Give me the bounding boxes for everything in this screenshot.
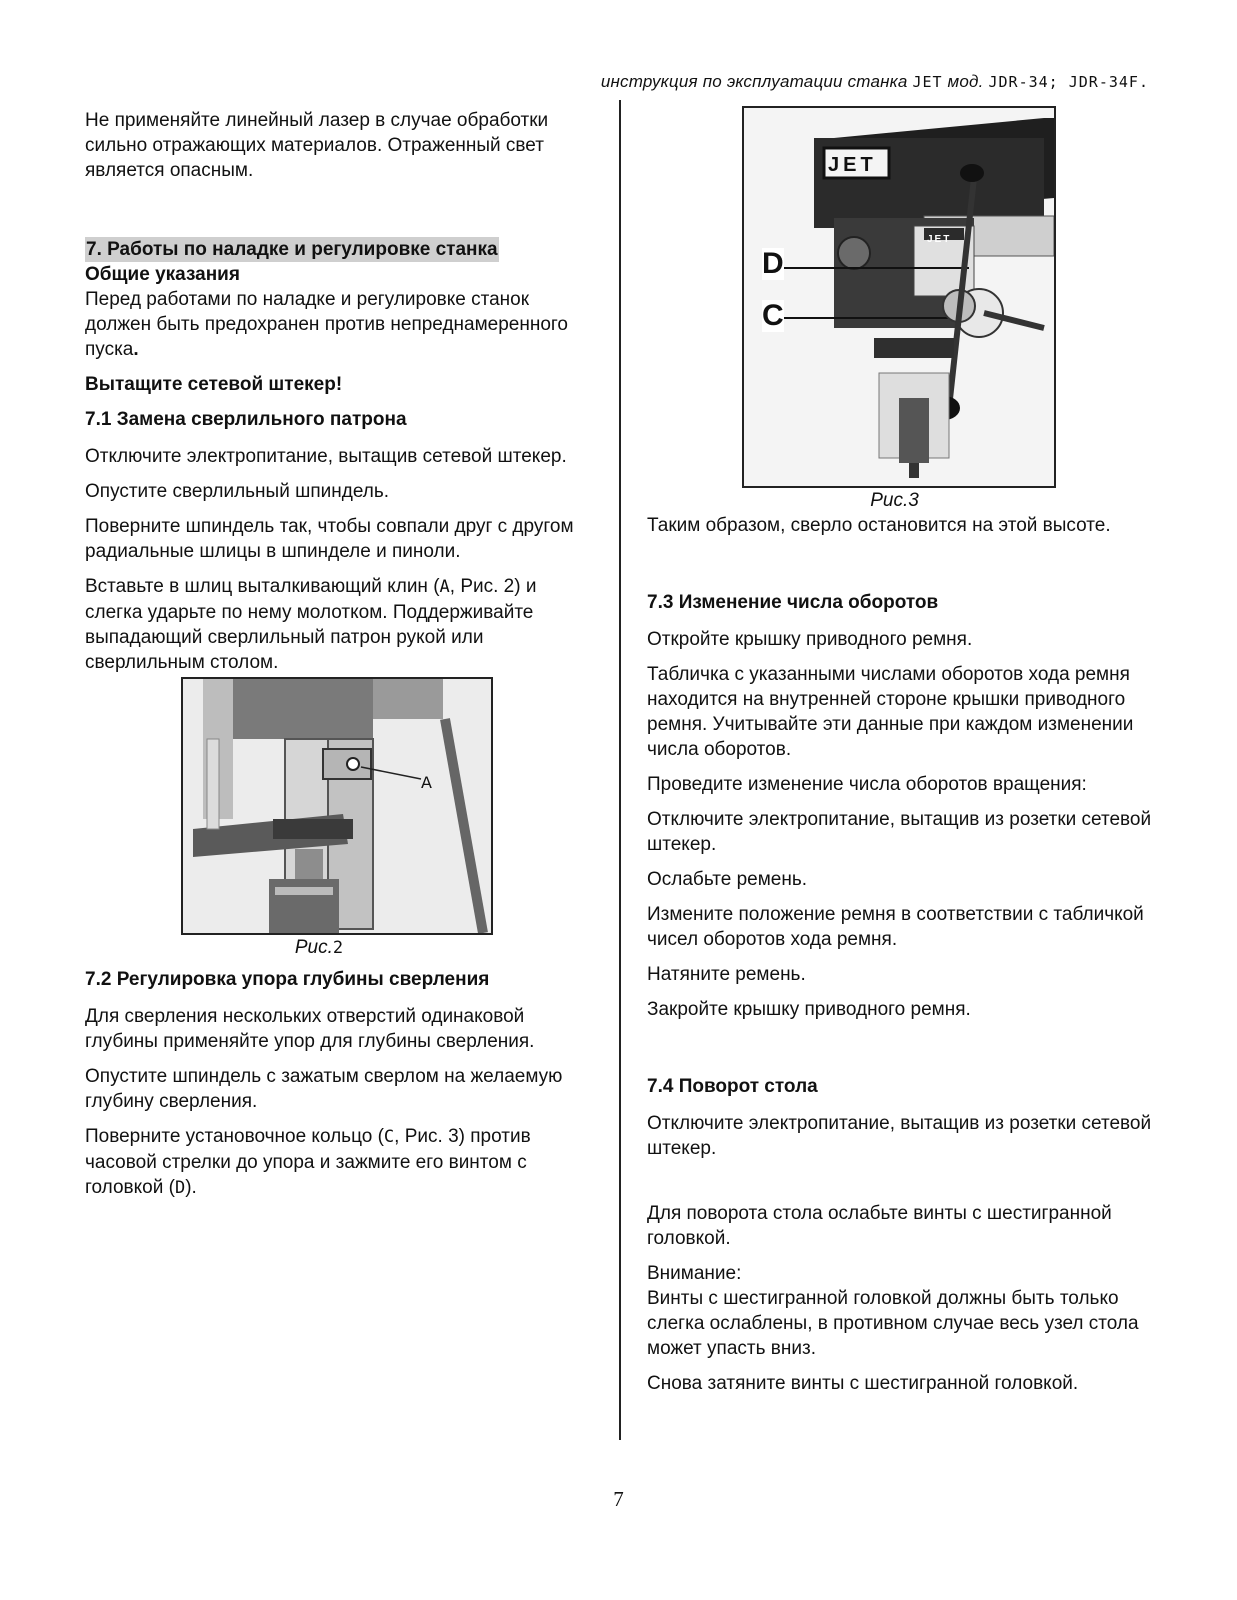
figure-2-label-a: A [421, 773, 432, 792]
fig3-logo-small: JET [927, 234, 952, 245]
s71-paragraph-2: Опустите сверлильный шпиндель. [85, 481, 390, 502]
heading-7-3: 7.3 Изменение числа оборотов [647, 592, 939, 613]
s72-paragraph-1: Для сверления нескольких отверстий одинаковой глубины применяйте упор для глубины сверления. [85, 1006, 535, 1052]
general-text-dot: . [133, 339, 139, 360]
fig3-logo: JET [828, 154, 877, 176]
s72-p3-part2: , Рис. 3) против часовой стрелки до упора и зажмите его винтом с головкой ( [85, 1126, 531, 1198]
s71-p4-letter: A [439, 577, 450, 597]
s74-paragraph-3: Винты с шестигранной головкой должны быть только слегка ослаблены, в противном случае весь узел стола может упасть вниз. [647, 1288, 1139, 1359]
running-header [601, 72, 1149, 92]
s71-p4-part1: Вставьте в шлиц выталкивающий клин ( [85, 576, 440, 597]
right-column [647, 108, 1152, 1406]
heading-7-2: 7.2 Регулировка упора глубины сверления [85, 969, 490, 990]
s72-p3-part3: ). [185, 1177, 197, 1198]
s73-paragraph-3: Проведите изменение числа оборотов вращения: [647, 774, 1087, 795]
laser-warning: Не применяйте линейный лазер в случае обработки сильно отражающих материалов. Отраженный свет является опасным. [85, 110, 549, 181]
figure-2-photo [181, 677, 493, 935]
figure-2-caption [53, 935, 585, 961]
s73-paragraph-4: Отключите электропитание, вытащив из розетки сетевой штекер. [647, 809, 1152, 855]
fig2-caption-num: 2 [332, 938, 344, 958]
left-column [85, 108, 585, 1211]
s72-paragraph-2: Опустите шпиндель с зажатым сверлом на желаемую глубину сверления. [85, 1066, 563, 1112]
s74-attention: Внимание: [647, 1263, 742, 1284]
s73-paragraph-7: Натяните ремень. [647, 964, 806, 985]
s72-p3-part1: Поверните установочное кольцо ( [85, 1126, 384, 1147]
after-fig3-text: Таким образом, сверло остановится на этой высоте. [647, 515, 1111, 536]
heading-7-1: 7.1 Замена сверлильного патрона [85, 409, 407, 430]
column-divider [619, 100, 621, 1440]
drill-spindle-illustration [183, 679, 491, 933]
s71-paragraph-4 [85, 574, 585, 675]
page-number: 7 [613, 1487, 624, 1511]
s72-p3-letter-c: C [383, 1127, 395, 1147]
general-text-body: Перед работами по наладке и регулировке станок должен быть предохранен против непреднамеренного пуска [85, 289, 568, 360]
fig3-label-d: D [762, 247, 784, 280]
figure-3-photo [742, 106, 1056, 488]
header-model-word: мод. [947, 72, 984, 91]
s71-paragraph-1: Отключите электропитание, вытащив сетевой штекер. [85, 446, 567, 467]
s73-paragraph-6: Измените положение ремня в соответствии с табличкой чисел оборотов хода ремня. [647, 904, 1144, 950]
fig2-caption-text: Рис. [294, 937, 333, 958]
s73-paragraph-5: Ослабьте ремень. [647, 869, 807, 890]
header-title: инструкция по эксплуатации станка [600, 72, 908, 91]
figure-3-caption: Рис.3 [870, 490, 919, 511]
s72-paragraph-3 [85, 1124, 585, 1201]
s73-paragraph-1: Откройте крышку приводного ремня. [647, 629, 973, 650]
section-title-7: 7. Работы по наладке и регулировке станка [86, 239, 498, 260]
s73-paragraph-8: Закройте крышку приводного ремня. [647, 999, 971, 1020]
unplug-warning: Вытащите сетевой штекер! [85, 374, 343, 395]
s74-paragraph-2: Для поворота стола ослабьте винты с шестигранной головкой. [647, 1203, 1112, 1249]
fig3-label-c: C [762, 299, 784, 332]
general-title: Общие указания [85, 264, 240, 285]
s72-p3-letter-d: D [174, 1178, 186, 1198]
s73-paragraph-2: Табличка с указанными числами оборотов хода ремня находится на внутренней стороне крышки приводного ремня. Учитывайте эти данные при каждом изменении числа оборотов. [647, 664, 1134, 760]
s71-p4-part2: , Рис. 2) и слегка ударьте по нему молотком. Поддерживайте выпадающий сверлильный патрон рукой или сверлильным столом. [85, 576, 537, 673]
header-models: JDR-34; JDR-34F. [988, 73, 1149, 91]
general-text [85, 287, 585, 362]
s74-paragraph-1: Отключите электропитание, вытащив из розетки сетевой штекер. [647, 1113, 1152, 1159]
s71-paragraph-3: Поверните шпиндель так, чтобы совпали друг с другом радиальные шлицы в шпинделе и пиноли. [85, 516, 574, 562]
s74-paragraph-4: Снова затяните винты с шестигранной головкой. [647, 1373, 1079, 1394]
heading-7-4: 7.4 Поворот стола [647, 1076, 818, 1097]
drill-head-illustration [744, 108, 1054, 486]
header-brand: JET [912, 73, 943, 91]
